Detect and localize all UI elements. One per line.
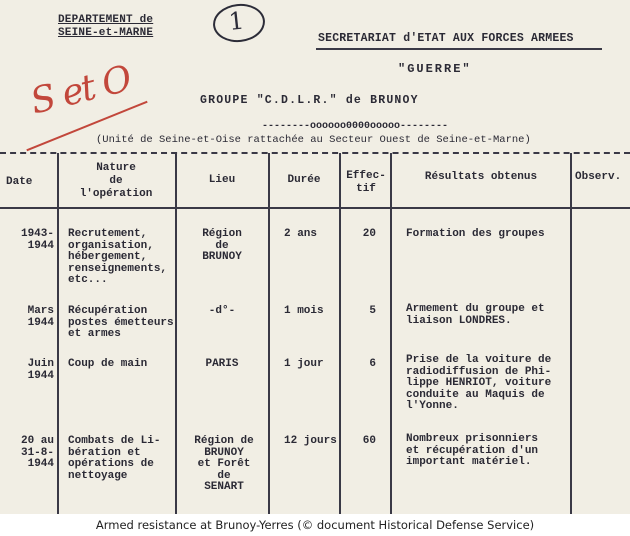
header-resultats: Résultats obtenus [424, 171, 538, 183]
department-line-1: DEPARTEMENT de [58, 14, 154, 26]
row1-resultats: Formation des groupes [406, 228, 545, 240]
col-divider-6 [570, 153, 572, 514]
row3-effectif: 6 [369, 358, 376, 370]
header-duree: Durée [287, 174, 321, 186]
row2-lieu: -d°- [208, 305, 236, 317]
row4-lieu: Région de BRUNOY et Forêt de SENART [194, 435, 254, 493]
col-divider-2 [175, 153, 177, 514]
row2-nature: Récupération postes émetteurs et armes [68, 305, 174, 340]
secretariat-title: SECRETARIAT d'ETAT AUX FORCES ARMEES [318, 32, 574, 45]
image-caption: Armed resistance at Brunoy-Yerres (© document Historical Defense Service) [95, 518, 535, 532]
row1-date: 1943- 1944 [20, 228, 54, 252]
row4-date: 20 au 31-8- 1944 [20, 435, 54, 470]
separator: --------oooooo0000ooooo-------- [262, 121, 449, 132]
col-divider-4 [339, 153, 341, 514]
header-lieu: Lieu [208, 174, 236, 186]
row2-resultats: Armement du groupe et liaison LONDRES. [406, 303, 545, 327]
table-top-border [0, 152, 630, 154]
header-effectif: Effec- tif [346, 170, 386, 195]
header-nature: Nature de l'opération [79, 162, 153, 200]
secretariat-underline [316, 48, 602, 50]
row4-resultats: Nombreux prisonniers et récupération d'un important matériel. [406, 433, 539, 468]
row2-duree: 1 mois [284, 305, 324, 317]
header-observ: Observ. [575, 171, 622, 183]
row1-lieu: Région de BRUNOY [202, 228, 242, 263]
row1-duree: 2 ans [284, 228, 318, 240]
row3-date: Juin 1944 [27, 358, 54, 382]
col-divider-1 [57, 153, 59, 514]
page-number: 1 [227, 6, 246, 36]
row4-nature: Combats de Li- bération et opérations de nettoyage [68, 435, 161, 482]
group-title: GROUPE "C.D.L.R." de BRUNOY [200, 94, 419, 107]
guerre-title: "GUERRE" [398, 62, 472, 76]
header-date: Date [6, 176, 33, 188]
row4-effectif: 60 [362, 435, 376, 447]
page-number-circle [211, 1, 267, 44]
row2-date: Mars 1944 [27, 305, 54, 329]
department-line-2: SEINE-et-MARNE [58, 27, 154, 39]
row3-resultats: Prise de la voiture de radiodiffusion de Phi- lippe HENRIOT, voiture conduite au Maquis de l'Yonne. [406, 354, 552, 412]
row3-lieu: PARIS [205, 358, 239, 370]
row1-nature: Recrutement, organisation, hébergement, renseignements, etc... [68, 228, 168, 286]
handwritten-code: S et O [26, 58, 135, 123]
table-header-border [0, 207, 630, 209]
row3-nature: Coup de main [68, 358, 148, 370]
row4-duree: 12 jours [284, 435, 337, 447]
row3-duree: 1 jour [284, 358, 324, 370]
unit-line: (Unité de Seine-et-Oise rattachée au Secteur Ouest de Seine-et-Marne) [96, 134, 531, 146]
col-divider-5 [390, 153, 392, 514]
row2-effectif: 5 [369, 305, 376, 317]
row1-effectif: 20 [362, 228, 376, 240]
